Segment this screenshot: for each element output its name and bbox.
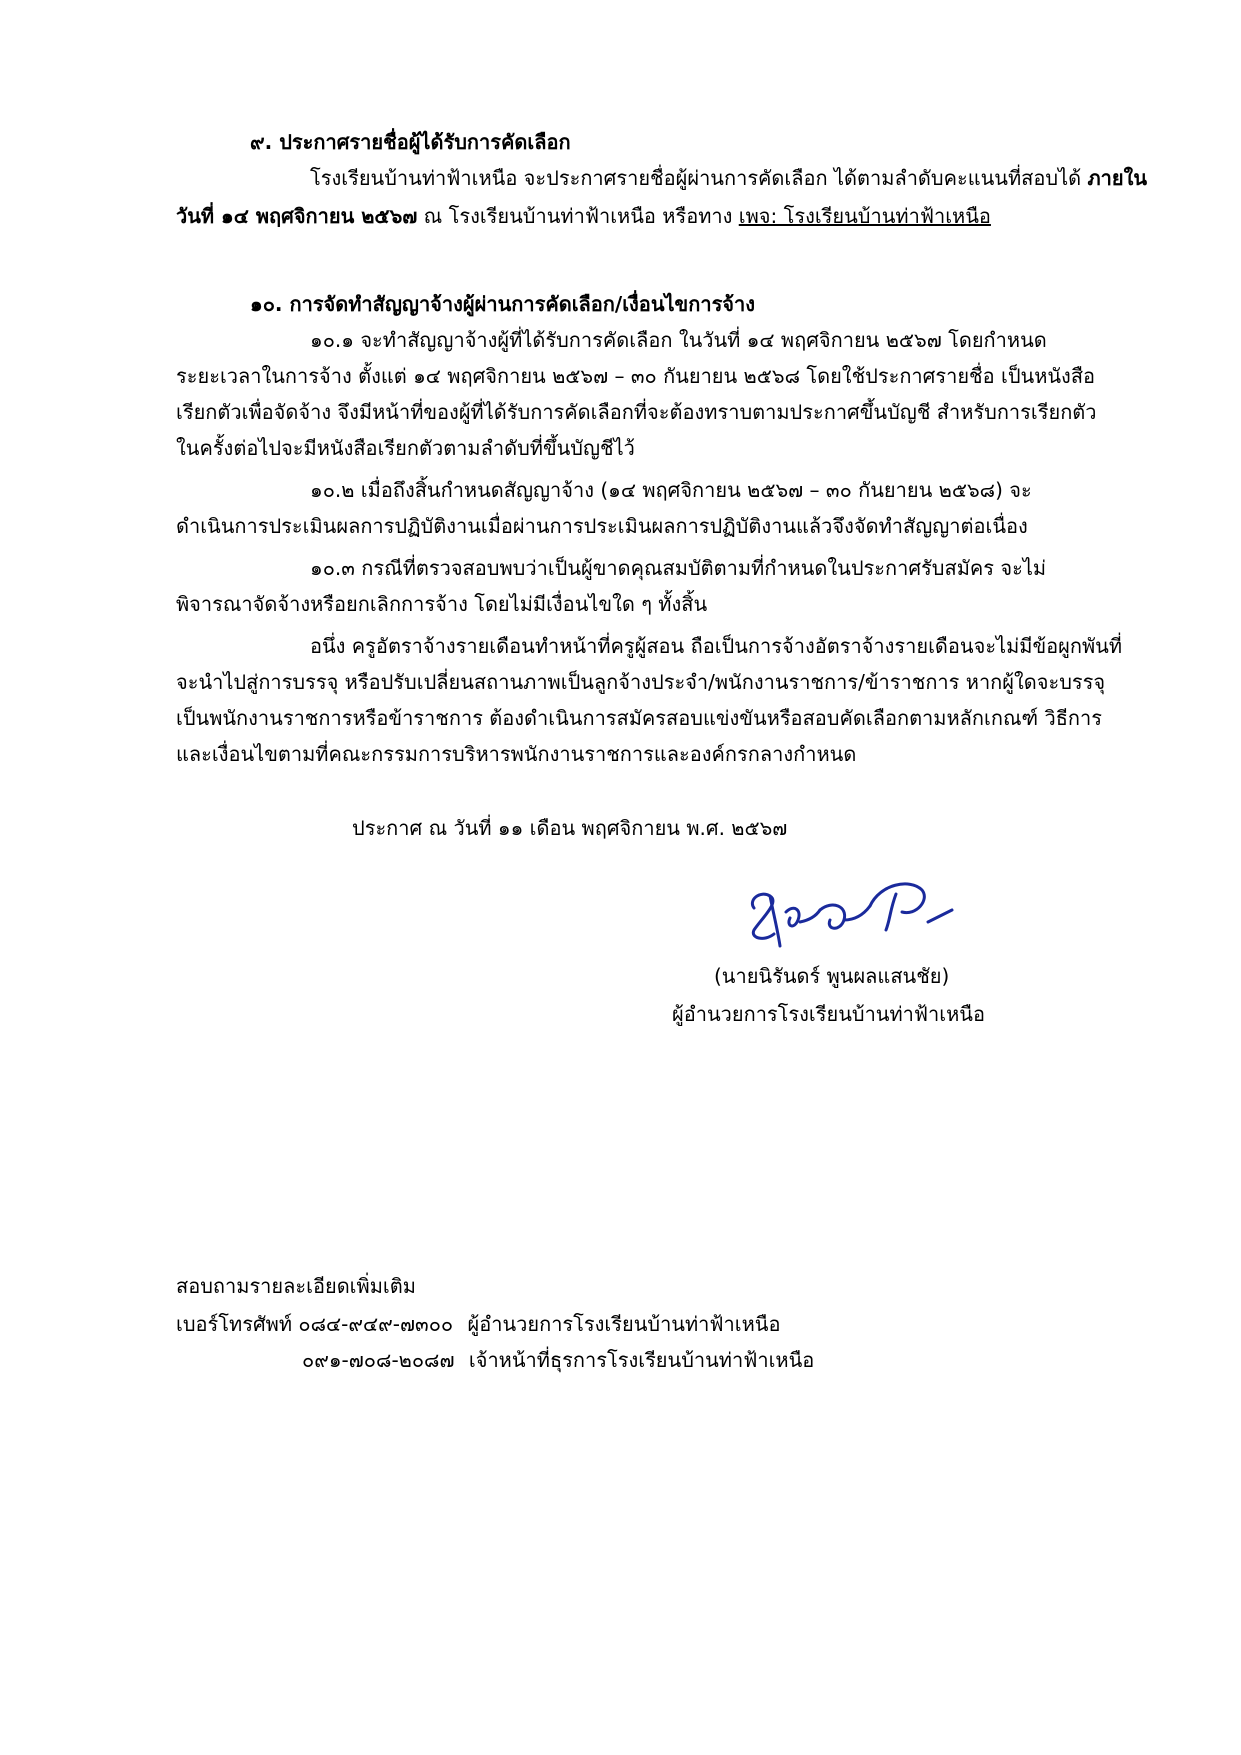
- signer-name: (นายนิรันดร์ พูนผลแสนชัย): [714, 964, 950, 988]
- contact-heading: สอบถามรายละเอียดเพิ่มเติม: [176, 1274, 416, 1298]
- clause-10-1-line-2: ระยะเวลาในการจ้าง ตั้งแต่ ๑๔ พฤศจิกายน ๒๕๖๗ – ๓๐ กันยายน ๒๕๖๘ โดยใช้ประกาศรายชื่อ เป็นหนังสือ: [176, 364, 1096, 388]
- facebook-page-link[interactable]: เพจ: โรงเรียนบ้านท่าฟ้าเหนือ: [738, 204, 991, 228]
- section-9-line-2-text: ณ โรงเรียนบ้านท่าฟ้าเหนือ หรือทาง: [417, 204, 739, 228]
- clause-10-2-line-1: ๑๐.๒ เมื่อถึงสิ้นกำหนดสัญญาจ้าง (๑๔ พฤศจิกายน ๒๕๖๗ – ๓๐ กันยายน ๒๕๖๘) จะ: [310, 478, 1032, 502]
- phone-label: เบอร์โทรศัพท์: [176, 1312, 293, 1336]
- phone-1: ๐๘๔-๙๔๙-๗๓๐๐: [298, 1312, 454, 1336]
- signature-image: [740, 860, 960, 960]
- clause-10-2-line-2: ดำเนินการประเมินผลการปฏิบัติงานเมื่อผ่านการประเมินผลการปฏิบัติงานแล้วจึงจัดทำสัญญาต่อเนื่อง: [176, 514, 1028, 538]
- section-9-line-2: [176, 196, 991, 236]
- clause-10-1-line-3: เรียกตัวเพื่อจัดจ้าง จึงมีหน้าที่ของผู้ที่ได้รับการคัดเลือกที่จะต้องทราบตามประกาศขึ้นบัญชี สำหรับการเรียกตัว: [176, 400, 1097, 424]
- clause-10-1-line-1: ๑๐.๑ จะทำสัญญาจ้างผู้ที่ได้รับการคัดเลือก ในวันที่ ๑๔ พฤศจิกายน ๒๕๖๗ โดยกำหนด: [310, 328, 1047, 352]
- section-9-line-1: [310, 158, 1147, 198]
- contact-row-1: [176, 1304, 781, 1344]
- phone-2: ๐๙๑-๗๐๘-๒๐๘๗: [302, 1348, 455, 1372]
- section-9-line-1-bold: ภายใน: [1087, 166, 1148, 190]
- signer-position: ผู้อำนวยการโรงเรียนบ้านท่าฟ้าเหนือ: [672, 1002, 985, 1026]
- contact-row-2: [302, 1340, 814, 1380]
- announce-date: ประกาศ ณ วันที่ ๑๑ เดือน พฤศจิกายน พ.ศ. ๒๕๖๗: [352, 816, 788, 840]
- note-line-4: และเงื่อนไขตามที่คณะกรรมการบริหารพนักงานราชการและองค์กรกลางกำหนด: [176, 742, 857, 766]
- clause-10-1-line-4: ในครั้งต่อไปจะมีหนังสือเรียกตัวตามลำดับที่ขึ้นบัญชีไว้: [176, 436, 635, 460]
- note-line-2: จะนำไปสู่การบรรจุ หรือปรับเปลี่ยนสถานภาพเป็นลูกจ้างประจำ/พนักงานราชการ/ข้าราชการ หากผู้ใดจะบรรจุ: [176, 670, 1106, 694]
- section-9-heading: ๙. ประกาศรายชื่อผู้ได้รับการคัดเลือก: [250, 130, 571, 154]
- section-9-line-1-text: โรงเรียนบ้านท่าฟ้าเหนือ จะประกาศรายชื่อผู้ผ่านการคัดเลือก ได้ตามลำดับคะแนนที่สอบได้: [310, 166, 1088, 190]
- note-line-3: เป็นพนักงานราชการหรือข้าราชการ ต้องดำเนินการสมัครสอบแข่งขันหรือสอบคัดเลือกตามหลักเกณฑ์ วิธีการ: [176, 706, 1102, 730]
- phone-1-owner: ผู้อำนวยการโรงเรียนบ้านท่าฟ้าเหนือ: [467, 1312, 781, 1336]
- clause-10-3-line-1: ๑๐.๓ กรณีที่ตรวจสอบพบว่าเป็นผู้ขาดคุณสมบัติตามที่กำหนดในประกาศรับสมัคร จะไม่: [310, 556, 1047, 580]
- phone-2-owner: เจ้าหน้าที่ธุรการโรงเรียนบ้านท่าฟ้าเหนือ: [468, 1348, 815, 1372]
- clause-10-3-line-2: พิจารณาจัดจ้างหรือยกเลิกการจ้าง โดยไม่มีเงื่อนไขใด ๆ ทั้งสิ้น: [176, 592, 708, 616]
- section-9-date-bold: วันที่ ๑๔ พฤศจิกายน ๒๕๖๗: [176, 204, 418, 228]
- note-line-1: อนึ่ง ครูอัตราจ้างรายเดือนทำหน้าที่ครูผู้สอน ถือเป็นการจ้างอัตราจ้างรายเดือนจะไม่มีข้อผูกพันที่: [310, 634, 1123, 658]
- section-10-heading: ๑๐. การจัดทำสัญญาจ้างผู้ผ่านการคัดเลือก/เงื่อนไขการจ้าง: [250, 292, 756, 316]
